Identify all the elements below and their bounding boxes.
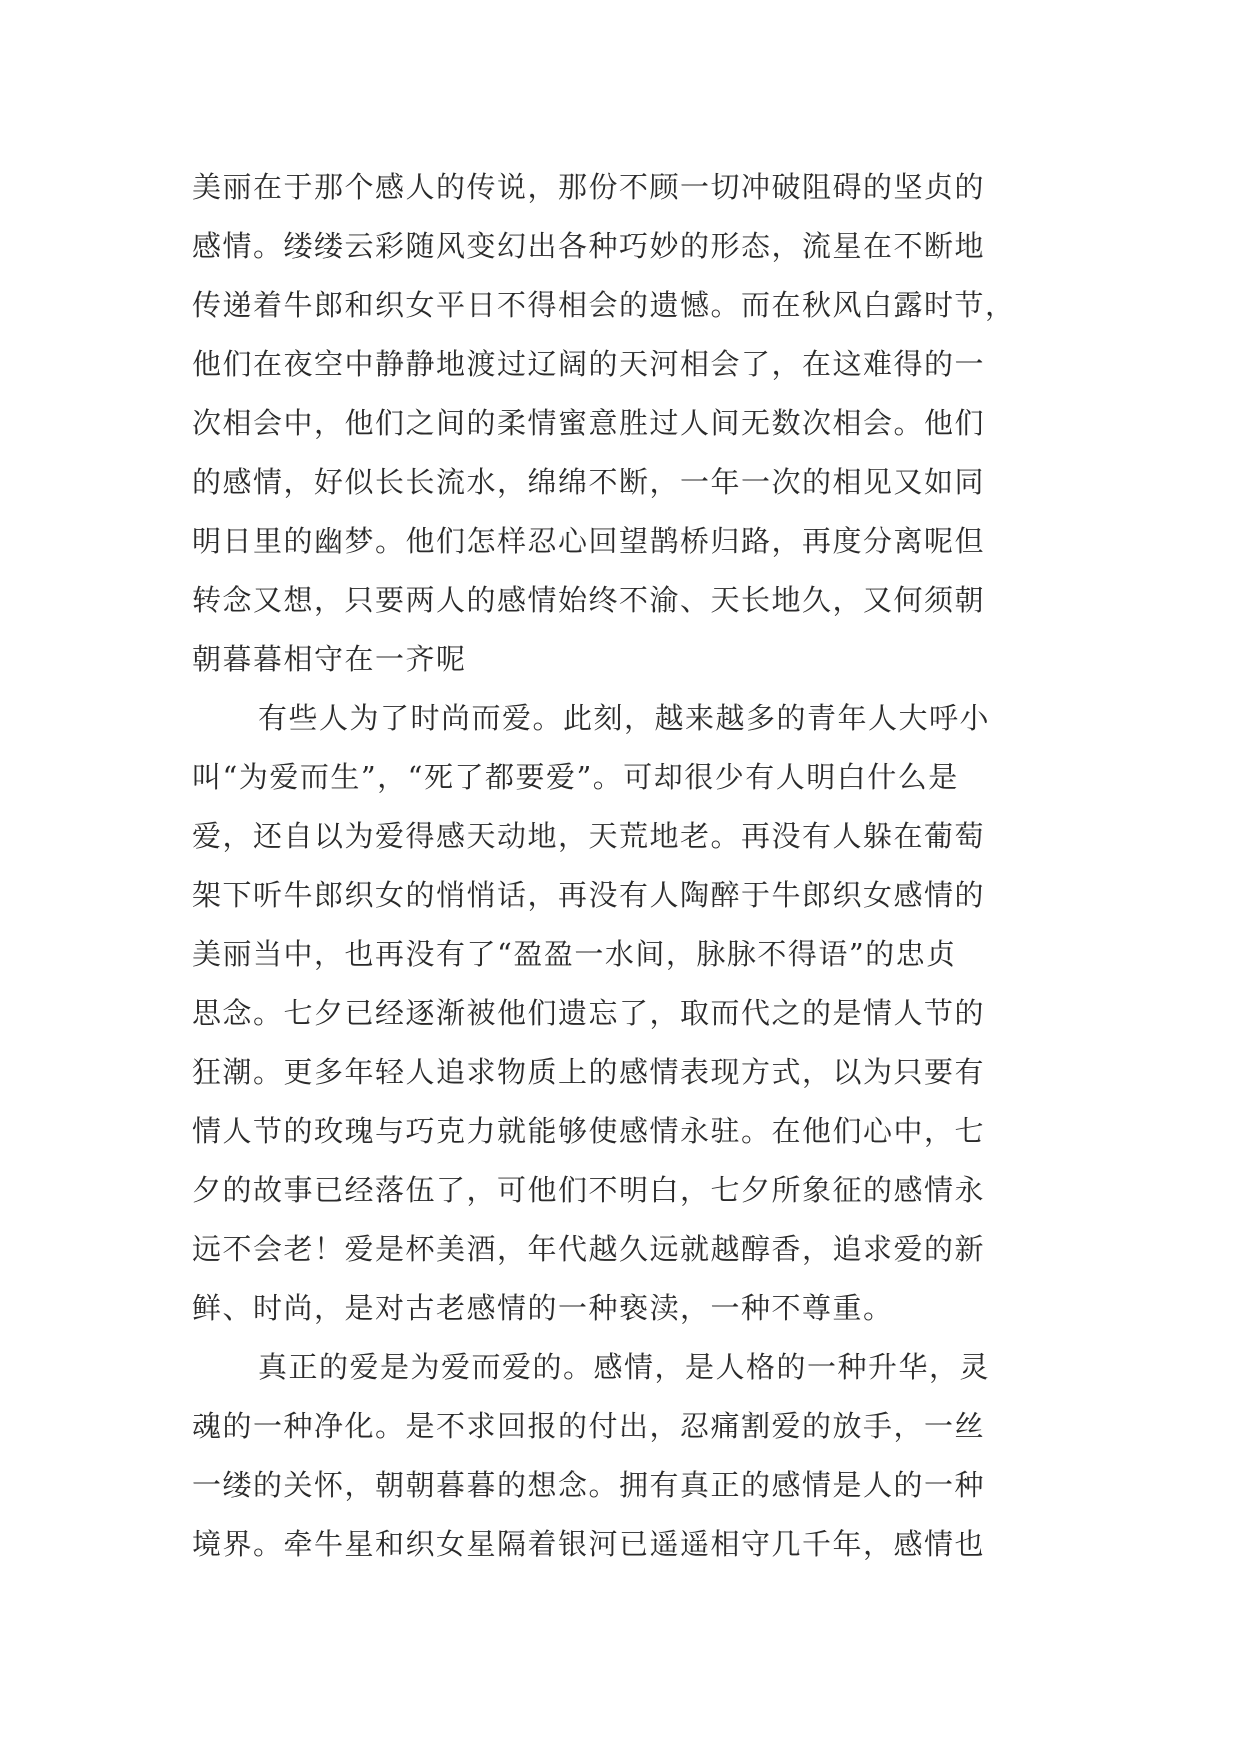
text-line: 的感情，好似长长流水，绵绵不断，一年一次的相见又如同 — [192, 465, 986, 499]
text-line: 他们在夜空中静静地渡过辽阔的天河相会了，在这难得的一 — [192, 347, 986, 381]
paragraph — [192, 158, 1092, 689]
paragraph — [192, 689, 1092, 1338]
text-line: 一缕的关怀，朝朝暮暮的想念。拥有真正的感情是人的一种 — [192, 1468, 986, 1502]
text-line: 叫“为爱而生”，“死了都要爱”。可却很少有人明白什么是 — [192, 760, 959, 794]
text-line: 真正的爱是为爱而爱的。感情，是人格的一种升华，灵 — [258, 1350, 991, 1384]
text-line: 朝暮暮相守在一齐呢 — [192, 642, 467, 676]
text-line: 远不会老！爱是杯美酒，年代越久远就越醇香，追求爱的新 — [192, 1232, 986, 1266]
text-line: 传递着牛郎和织女平日不得相会的遗憾。而在秋风白露时节， — [192, 288, 1016, 322]
text-line: 情人节的玫瑰与巧克力就能够使感情永驻。在他们心中，七 — [192, 1114, 986, 1148]
text-line: 有些人为了时尚而爱。此刻，越来越多的青年人大呼小 — [258, 701, 991, 735]
text-line: 鲜、时尚，是对古老感情的一种亵渎，一种不尊重。 — [192, 1291, 894, 1325]
text-line: 爱，还自以为爱得感天动地，天荒地老。再没有人躲在葡萄 — [192, 819, 986, 853]
text-line: 架下听牛郎织女的悄悄话，再没有人陶醉于牛郎织女感情的 — [192, 878, 986, 912]
text-line: 境界。牵牛星和织女星隔着银河已遥遥相守几千年，感情也 — [192, 1527, 986, 1561]
text-line: 感情。缕缕云彩随风变幻出各种巧妙的形态，流星在不断地 — [192, 229, 986, 263]
text-line: 美丽当中，也再没有了“盈盈一水间，脉脉不得语”的忠贞 — [192, 937, 957, 971]
text-line: 次相会中，他们之间的柔情蜜意胜过人间无数次相会。他们 — [192, 406, 986, 440]
text-line: 夕的故事已经落伍了，可他们不明白，七夕所象征的感情永 — [192, 1173, 986, 1207]
text-line: 美丽在于那个感人的传说，那份不顾一切冲破阻碍的坚贞的 — [192, 170, 986, 204]
text-line: 思念。七夕已经逐渐被他们遗忘了，取而代之的是情人节的 — [192, 996, 986, 1030]
body-text — [192, 158, 1092, 1574]
text-line: 魂的一种净化。是不求回报的付出，忍痛割爱的放手，一丝 — [192, 1409, 986, 1443]
text-line: 狂潮。更多年轻人追求物质上的感情表现方式，以为只要有 — [192, 1055, 986, 1089]
paragraph — [192, 1338, 1092, 1574]
text-line: 转念又想，只要两人的感情始终不渝、天长地久，又何须朝 — [192, 583, 986, 617]
text-line: 明日里的幽梦。他们怎样忍心回望鹊桥归路，再度分离呢但 — [192, 524, 986, 558]
